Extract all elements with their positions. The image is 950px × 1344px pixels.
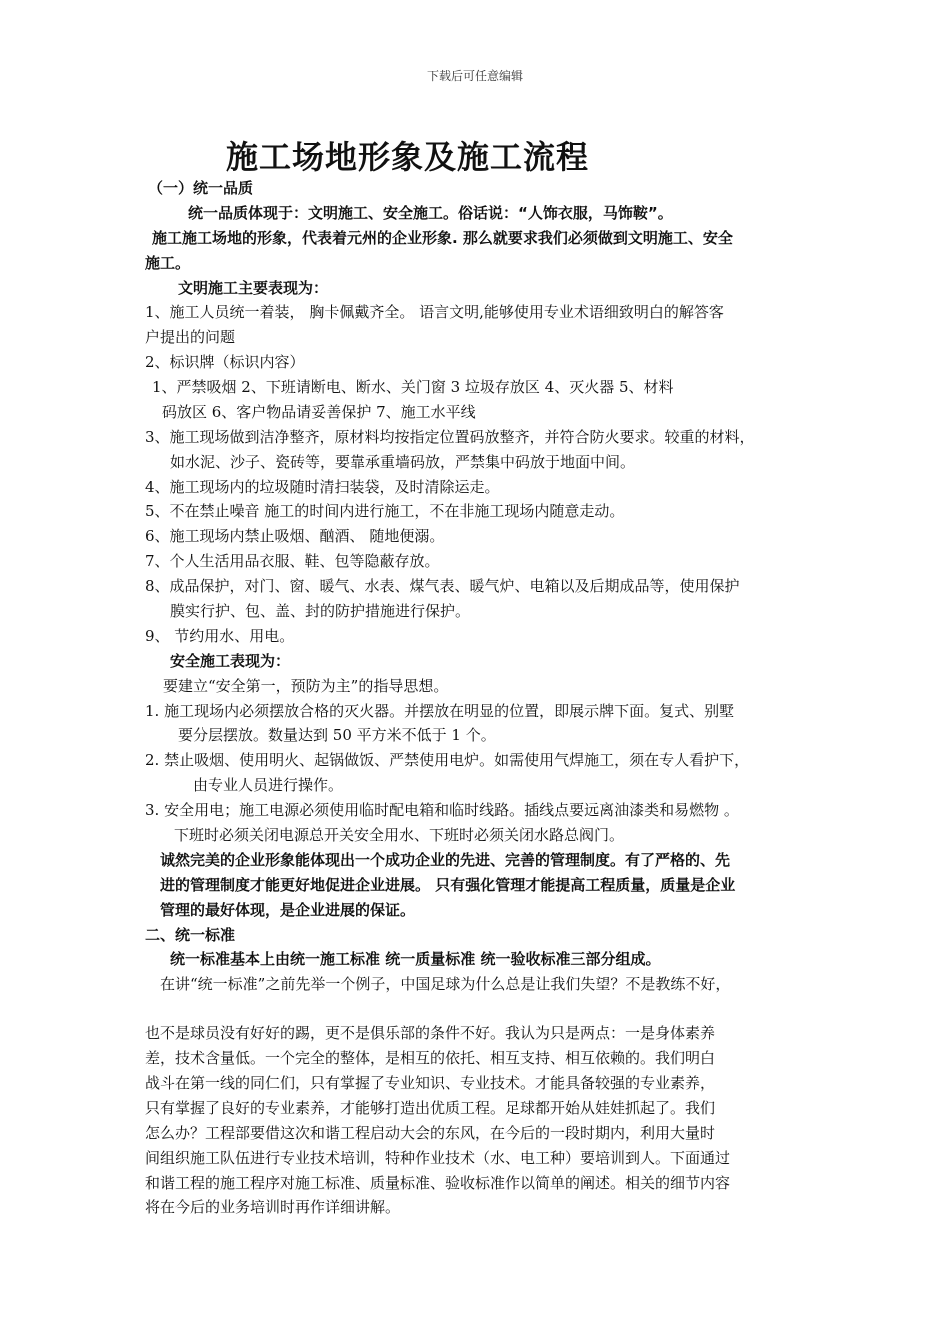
paragraph-line: 管理的最好体现，是企业进展的保证。 [160, 901, 416, 919]
page-header: 下载后可任意编辑 [426, 69, 523, 83]
list-item-continuation: 膜实行护、包、盖、封的防护措施进行保护。 [170, 602, 471, 620]
paragraph-line: 差，技术含量低。一个完全的整体，是相互的依托、相互支持、相互依赖的。我们明白 [145, 1049, 716, 1067]
list-item: 2. 禁止吸烟、使用明火、起锅做饭、严禁使用电炉。如需使用气焊施工，须在专人看护下， [145, 751, 750, 769]
sign-list: 1、严禁吸烟 2、下班请断电、断水、关门窗 3 垃圾存放区 4、灭火器 5、材料 [152, 378, 674, 396]
list-item: 7、个人生活用品衣服、鞋、包等隐蔽存放。 [145, 552, 440, 570]
paragraph-line: 要建立“安全第一，预防为主”的指导思想。 [163, 677, 449, 695]
list-item-continuation: 要分层摆放。数量达到 50 平方米不低于 1 个。 [178, 726, 496, 744]
paragraph-line: 施工。 [145, 254, 191, 272]
subheading: 安全施工表现为： [170, 652, 291, 670]
list-item: 1. 施工现场内必须摆放合格的灭火器。并摆放在明显的位置，即展示牌下面。复式、别墅 [145, 702, 735, 720]
paragraph-line: 也不是球员没有好好的踢，更不是俱乐部的条件不好。我认为只是两点：一是身体素养 [145, 1024, 716, 1042]
list-item: 9、 节约用水、用电。 [145, 627, 295, 645]
section-heading: （一）统一品质 [148, 179, 254, 197]
paragraph-line: 统一品质体现于：文明施工、安全施工。俗话说：“人饰衣服，马饰鞍”。 [188, 204, 673, 222]
list-item: 3、施工现场做到洁净整齐，原材料均按指定位置码放整齐，并符合防火要求。较重的材料， [145, 428, 755, 446]
list-item-continuation: 户提出的问题 [145, 328, 236, 346]
paragraph-line: 诚然完美的企业形象能体现出一个成功企业的先进、完善的管理制度。有了严格的、先 [160, 851, 731, 869]
list-item: 4、施工现场内的垃圾随时清扫装袋，及时清除运走。 [145, 478, 500, 496]
subheading: 文明施工主要表现为： [178, 279, 329, 297]
paragraph-line: 将在今后的业务培训时再作详细讲解。 [145, 1198, 401, 1216]
list-item-continuation: 下班时必须关闭电源总开关安全用水、下班时必须关闭水路总阀门。 [174, 826, 625, 844]
sign-list: 码放区 6、客户物品请妥善保护 7、施工水平线 [162, 403, 476, 421]
document-title: 施工场地形象及施工流程 [226, 138, 590, 176]
list-item: 2、标识牌（标识内容） [145, 353, 305, 371]
paragraph-line: 施工施工场地的形象，代表着元州的企业形象. 那么就要求我们必须做到文明施工、安全 [152, 229, 733, 247]
list-item: 5、不在禁止噪音 施工的时间内进行施工，不在非施工现场内随意走动。 [145, 502, 625, 520]
paragraph-line: 进的管理制度才能更好地促进企业进展。 只有强化管理才能提高工程质量，质量是企业 [160, 876, 736, 894]
paragraph-line: 统一标准基本上由统一施工标准 统一质量标准 统一验收标准三部分组成。 [170, 950, 661, 968]
paragraph-line: 战斗在第一线的同仁们，只有掌握了专业知识、专业技术。才能具备较强的专业素养， [145, 1074, 716, 1092]
paragraph-line: 和谐工程的施工程序对施工标准、质量标准、验收标准作以简单的阐述。相关的细节内容 [145, 1174, 731, 1192]
paragraph-line: 只有掌握了良好的专业素养，才能够打造出优质工程。足球都开始从娃娃抓起了。我们 [145, 1099, 716, 1117]
list-item: 3. 安全用电；施工电源必须使用临时配电箱和临时线路。插线点要远离油漆类和易燃物 。 [145, 801, 739, 819]
section-heading: 二、统一标准 [145, 926, 236, 944]
paragraph-line: 在讲“统一标准”之前先举一个例子，中国足球为什么总是让我们失望？不是教练不好， [160, 975, 731, 993]
list-item: 6、施工现场内禁止吸烟、酗酒、 随地便溺。 [145, 527, 445, 545]
list-item-continuation: 由专业人员进行操作。 [193, 776, 344, 794]
list-item-continuation: 如水泥、沙子、瓷砖等，要靠承重墙码放，严禁集中码放于地面中间。 [170, 453, 636, 471]
list-item: 8、成品保护，对门、窗、暖气、水表、煤气表、暖气炉、电箱以及后期成品等，使用保护 [145, 577, 740, 595]
list-item: 1、施工人员统一着装， 胸卡佩戴齐全。 语言文明,能够使用专业术语细致明白的解答客 [145, 303, 724, 321]
paragraph-line: 间组织施工队伍进行专业技术培训，特种作业技术（水、电工种）要培训到人。下面通过 [145, 1149, 731, 1167]
paragraph-line: 怎么办？工程部要借这次和谐工程启动大会的东风，在今后的一段时期内，利用大量时 [145, 1124, 716, 1142]
